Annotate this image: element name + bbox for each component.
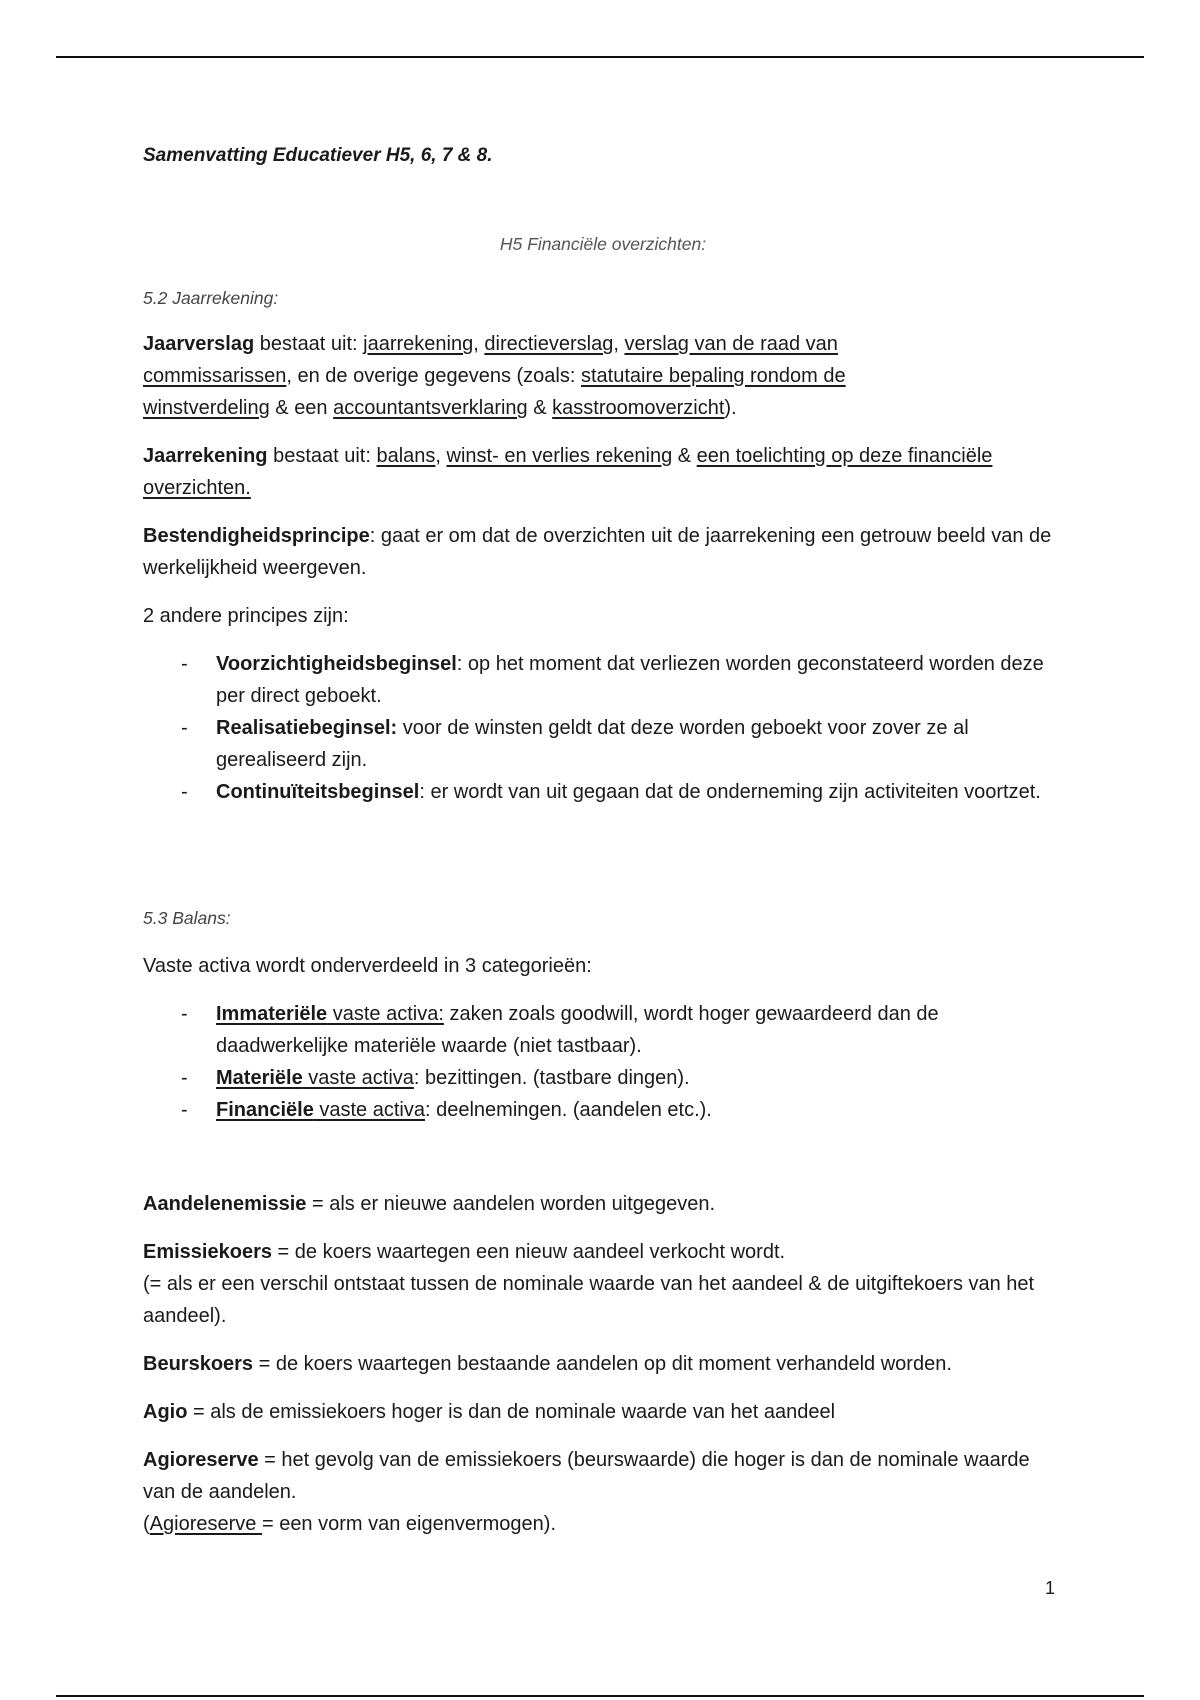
paragraph-jaarverslag: Jaarverslag bestaat uit: jaarrekening, directieverslag, verslag van de raad van commissarissen, en de overige gegevens (zoals: statutaire bepaling rondom de winstverdeling & een accountantsverklaring & kasstroomoverzicht). bbox=[143, 333, 846, 419]
categories-list bbox=[143, 998, 1063, 1126]
list-item: - Continuïteitsbeginsel: er wordt van uit gegaan dat de onderneming zijn activiteiten voortzet. bbox=[181, 781, 1041, 803]
header-rule bbox=[56, 56, 1144, 58]
paragraph-agio: Agio = als de emissiekoers hoger is dan de nominale waarde van het aandeel bbox=[143, 1401, 836, 1423]
paragraph-agioreserve: Agioreserve = het gevolg van de emissiekoers (beurswaarde) die hoger is dan de nominale waarde van de aandelen. (Agioreserve = een vorm van eigenvermogen). bbox=[143, 1449, 1030, 1535]
paragraph-emissiekoers: Emissiekoers = de koers waartegen een nieuw aandeel verkocht wordt. (= als er een verschil ontstaat tussen de nominale waarde van het aandeel & de uitgiftekoers van het aandeel). bbox=[143, 1241, 1035, 1327]
paragraph-aandelenemissie: Aandelenemissie = als er nieuwe aandelen worden uitgegeven. bbox=[143, 1193, 716, 1215]
paragraph-beurskoers: Beurskoers = de koers waartegen bestaande aandelen op dit moment verhandeld worden. bbox=[143, 1353, 952, 1375]
list-item: - Financiële vaste activa: deelnemingen. (aandelen etc.). bbox=[181, 1099, 712, 1121]
principles-list bbox=[143, 648, 1063, 808]
list-item: - Realisatiebeginsel: voor de winsten geldt dat deze worden geboekt voor zover ze al gerealiseerd zijn. bbox=[181, 717, 969, 771]
document-title: Samenvatting Educatiever H5, 6, 7 & 8. bbox=[143, 145, 493, 166]
section-heading-5-3: 5.3 Balans: bbox=[143, 908, 231, 928]
section-heading-5-2: 5.2 Jaarrekening: bbox=[143, 288, 279, 308]
footer-rule bbox=[56, 1695, 1144, 1697]
principles-intro: 2 andere principes zijn: bbox=[143, 605, 349, 627]
list-item: - Materiële vaste activa: bezittingen. (tastbare dingen). bbox=[181, 1067, 690, 1089]
paragraph-jaarrekening: Jaarrekening bestaat uit: balans, winst- en verlies rekening & een toelichting op deze financiële overzichten. bbox=[143, 445, 993, 499]
paragraph-bestendigheidsprincipe: Bestendigheidsprincipe: gaat er om dat de overzichten uit de jaarrekening een getrouw beeld van de werkelijkheid weergeven. bbox=[143, 525, 1052, 579]
list-item: - Immateriële vaste activa: zaken zoals goodwill, wordt hoger gewaardeerd dan de daadwerkelijke materiële waarde (niet tastbaar). bbox=[181, 1003, 939, 1057]
list-item: - Voorzichtigheidsbeginsel: op het moment dat verliezen worden geconstateerd worden deze per direct geboekt. bbox=[181, 653, 1044, 707]
page-number: 1 bbox=[1045, 1578, 1056, 1598]
categories-intro: Vaste activa wordt onderverdeeld in 3 categorieën: bbox=[143, 955, 592, 977]
chapter-heading: H5 Financiële overzichten: bbox=[499, 234, 707, 254]
